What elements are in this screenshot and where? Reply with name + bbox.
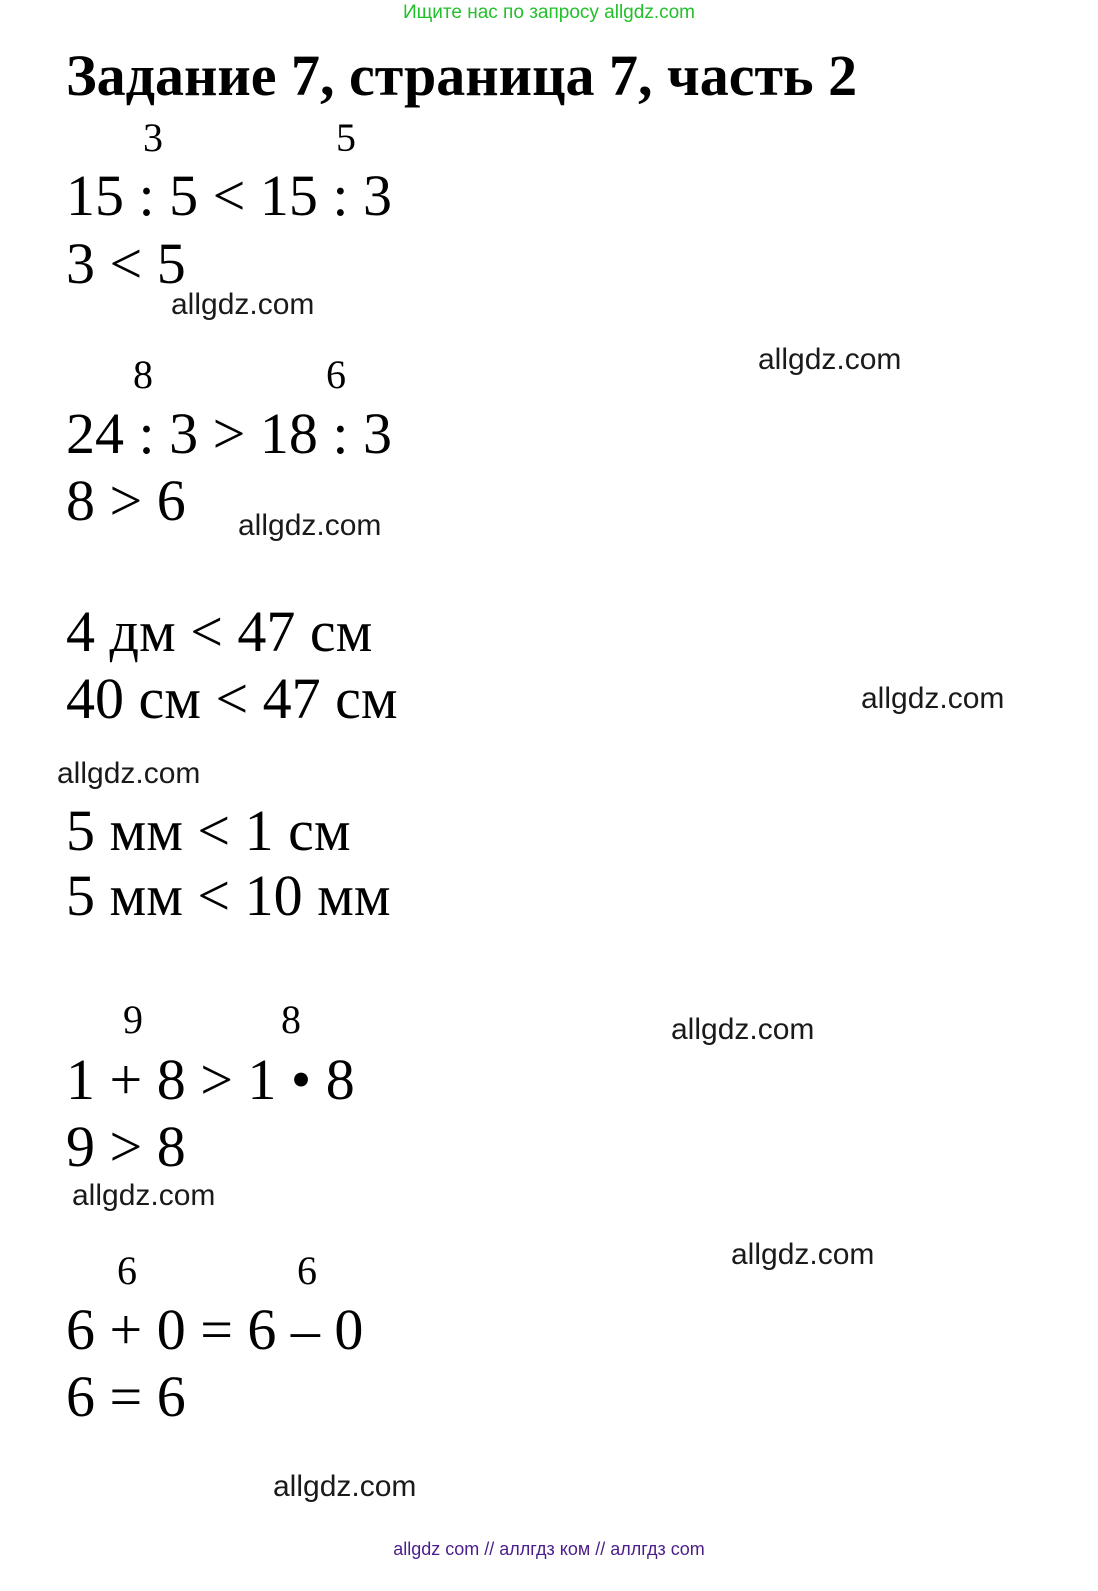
value-hint-right: 6: [297, 1248, 317, 1293]
watermark-text: allgdz.com: [861, 682, 1005, 715]
watermark-text: allgdz.com: [171, 288, 315, 321]
watermark-text: allgdz.com: [758, 343, 902, 376]
result-line: 8 > 6: [66, 468, 186, 533]
watermark-text: allgdz.com: [671, 1013, 815, 1046]
comparison-line: 4 дм < 47 см: [66, 599, 373, 664]
quotient-hint-right: 6: [326, 352, 346, 397]
result-line: 6 = 6: [66, 1364, 186, 1429]
value-hint-left: 6: [117, 1248, 137, 1293]
watermark-text: allgdz.com: [238, 509, 382, 542]
top-banner[interactable]: Ищите нас по запросу allgdz.com: [402, 2, 695, 23]
result-line: 3 < 5: [66, 231, 186, 296]
comparison-line: 6 + 0 = 6 – 0: [66, 1297, 364, 1362]
watermark-text: allgdz.com: [72, 1179, 216, 1212]
quotient-hint-right: 5: [336, 115, 356, 160]
page-title: Задание 7, страница 7, часть 2: [66, 43, 858, 108]
result-line: 5 мм < 10 мм: [66, 863, 391, 928]
comparison-line: 1 + 8 > 1 • 8: [66, 1047, 355, 1112]
quotient-hint-left: 8: [133, 352, 153, 397]
footer-links[interactable]: allgdz com // аллгдз ком // аллгдз com: [393, 1539, 705, 1559]
value-hint-left: 9: [123, 997, 143, 1042]
result-line: 9 > 8: [66, 1114, 186, 1179]
watermark-text: allgdz.com: [57, 757, 201, 790]
comparison-line: 15 : 5 < 15 : 3: [66, 163, 392, 228]
quotient-hint-left: 3: [143, 115, 163, 160]
value-hint-right: 8: [281, 997, 301, 1042]
comparison-line: 24 : 3 > 18 : 3: [66, 401, 392, 466]
comparison-line: 5 мм < 1 см: [66, 798, 351, 863]
watermark-text: allgdz.com: [273, 1470, 417, 1503]
watermark-text: allgdz.com: [731, 1238, 875, 1271]
result-line: 40 см < 47 см: [66, 666, 398, 731]
